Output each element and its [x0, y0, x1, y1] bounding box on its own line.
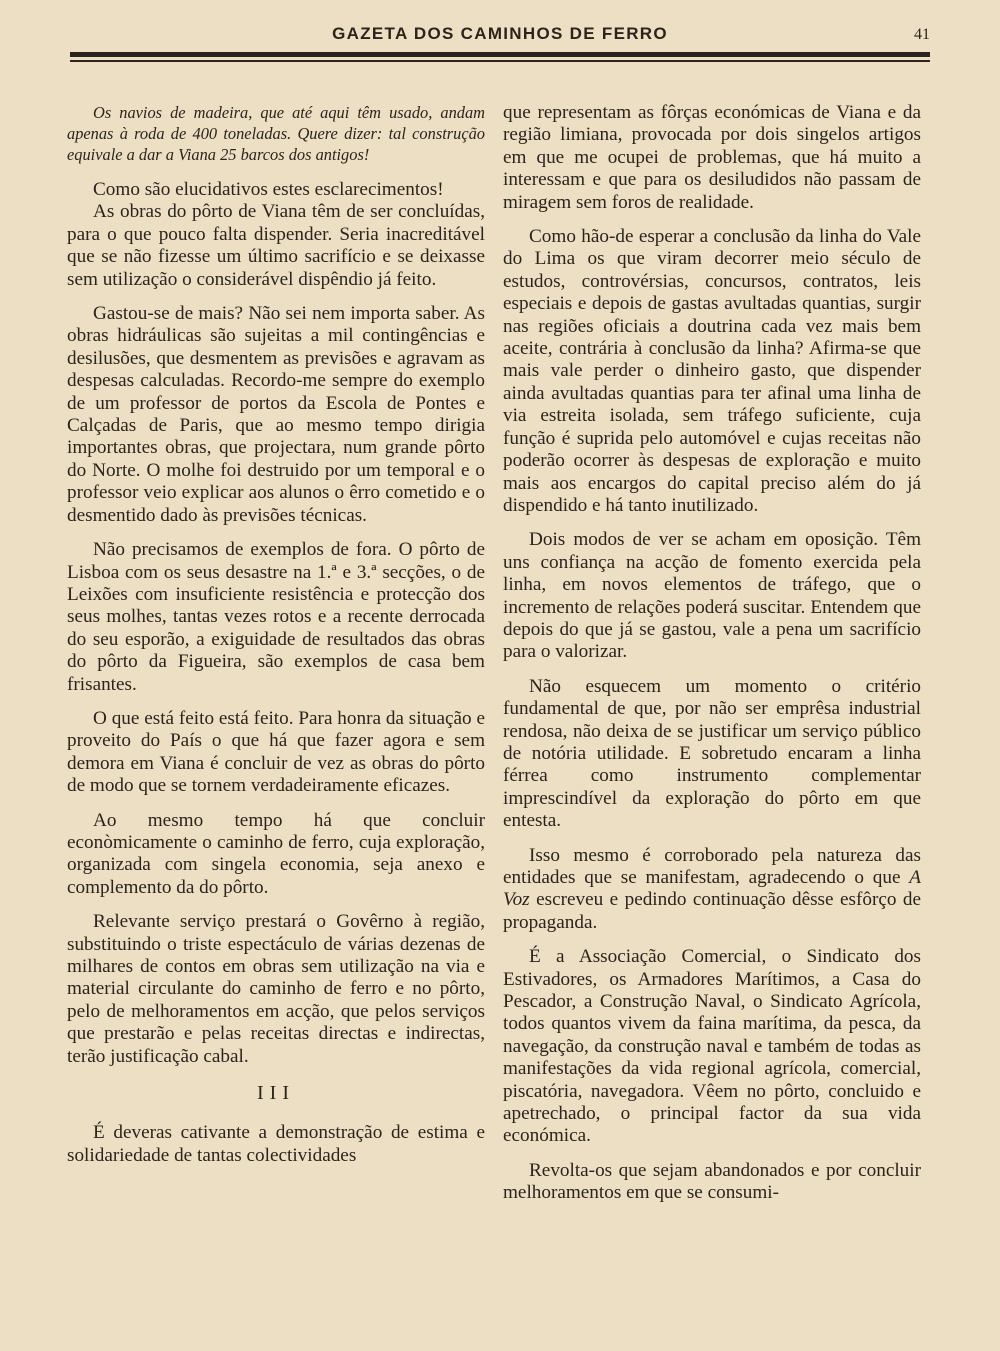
paragraph — [503, 845, 921, 935]
paragraph: Como hão-de esperar a conclusão da linha do Vale do Lima os que viram decorrer meio século de estudos, controvérsias, concursos, contratos, leis especiais e depois de gastas avultadas quantias, surgir nas regiões oficiais a doutrina cada vez mais bem aceite, contrária à conclusão da linha? Afirma-se que mais vale perder o dinheiro gasto, que dispender ainda avultadas quantias para ter afinal uma linha de via estreita isolada, sem tráfego suficiente, cuja função é suprida pelo automóvel e cujas receitas não poderão ocorrer às despesas de exploração e muito mais aos encargos do capital preciso além do já dispendido e há tanto inutilizado. — [503, 226, 921, 516]
paragraph: Como são elucidativos estes esclarecimentos! — [93, 179, 444, 200]
right-column — [503, 102, 921, 1205]
italic-quote: Os navios de madeira, que até aqui têm usado, andam apenas à roda de 400 toneladas. Quere dizer: tal construção equivale a dar a Viana 25 barcos dos antigos! — [67, 103, 485, 164]
paragraph: Não esquecem um momento o critério fundamental de que, por não ser emprêsa industrial rendosa, não deixa de se justificar um serviço público de notória utilidade. E sobretudo encaram a linha férrea como instrumento complementar imprescindível da exploração do pôrto em que entesta. — [503, 675, 921, 832]
paragraph: Dois modos de ver se acham em oposição. Têm uns confiança na acção de fomento exercida pela linha, em novos elementos de tráfego, que o incremento de relações poderá suscitar. Entendem que depois do que já se gastou, vale a pena um sacrifício para o valorizar. — [503, 529, 921, 663]
quote-block — [67, 102, 485, 165]
paragraph: É deveras cativante a demonstração de estima e solidariedade de tantas colectividades — [67, 1122, 485, 1166]
page-header — [70, 24, 930, 48]
publication-name: A Voz — [503, 867, 921, 911]
journal-title: GAZETA DOS CAMINHOS DE FERRO — [332, 24, 668, 43]
paragraph-text: Isso mesmo é corroborado pela natureza das entidades que se manifestam, agradecendo o que — [503, 844, 921, 888]
section-heading: III — [257, 1082, 295, 1105]
paragraph: As obras do pôrto de Viana têm de ser concluídas, para o que pouco falta dispender. Seria inacreditável que se não fizesse um último sacrifício e se deixasse sem utilização o considerável dispêndio já feito. — [67, 201, 485, 290]
header-rule-thick — [70, 52, 930, 57]
paragraph: Gastou-se de mais? Não sei nem importa saber. As obras hidráulicas são sujeitas a mil contingências e desilusões, que desmentem as previsões e agravam as despesas calculadas. Recordo-me sempre do exemplo de um professor de portos da Escola de Pontes e Calçadas de Paris, que ao mesmo tempo dirigia importantes obras, que projectara, num grande pôrto do Norte. O molhe foi destruido por um temporal e o professor veio explicar aos alunos o êrro cometido e o desmentido dado às previsões técnicas. — [67, 303, 485, 526]
paragraph: Ao mesmo tempo há que concluir econòmicamente o caminho de ferro, cuja exploração, organizada com singela economia, seja anexo e complemento da do pôrto. — [67, 809, 485, 898]
paragraph-text: escreveu e pedindo continuação dêsse esfôrço de propaganda. — [503, 889, 921, 933]
continued-paragraph: que representam as fôrças económicas de Viana e da região limiana, provocada por dois singelos artigos em que me ocupei de problemas, que há muito a interessam e que para os desiludidos não passam de miragem sem foros de realidade. — [503, 102, 921, 213]
paragraph: Não precisamos de exemplos de fora. O pôrto de Lisboa com os seus desastre na 1.ª e 3.ª secções, o de Leixões com insuficiente resistência e protecção dos seus molhes, tantas vezes rotos e a recente derrocada do seu esporão, a exiguidade de resultados das obras do pôrto da Figueira, são exemplos de casa bem frisantes. — [67, 539, 485, 695]
paragraph: É a Associação Comercial, o Sindicato dos Estivadores, os Armadores Marítimos, a Casa do Pescador, a Construção Naval, o Sindicato Agrícola, todos quantos vivem da faina marítima, da pesca, da navegação, da construção naval e também de todas as manifestações da vida regional agrícola, comercial, piscatória, navegadora. Vêem no pôrto, concluido e apetrechado, o principal factor da sua vida económica. — [503, 946, 921, 1147]
left-column — [67, 102, 485, 1167]
paragraph: O que está feito está feito. Para honra da situação e proveito do País o que há que fazer agora e sem demora em Viana é concluir de vez as obras do pôrto de modo que se tornem verdadeiramente eficazes. — [67, 707, 485, 797]
page-number: 41 — [914, 26, 930, 43]
paragraph: Revolta-os que sejam abandonados e por concluir melhoramentos em que se consumi- — [503, 1159, 921, 1204]
header-rule-thin — [70, 60, 930, 62]
paragraph: Relevante serviço prestará o Govêrno à região, substituindo o triste espectáculo de várias dezenas de milhares de contos em obras sem utilização na via e material circulante do caminho de ferro e no pôrto, pelo de melhoramentos em acção, que pelos serviços que prestarão e pelas receitas directas e indirectas, terão justificação cabal. — [67, 911, 485, 1067]
